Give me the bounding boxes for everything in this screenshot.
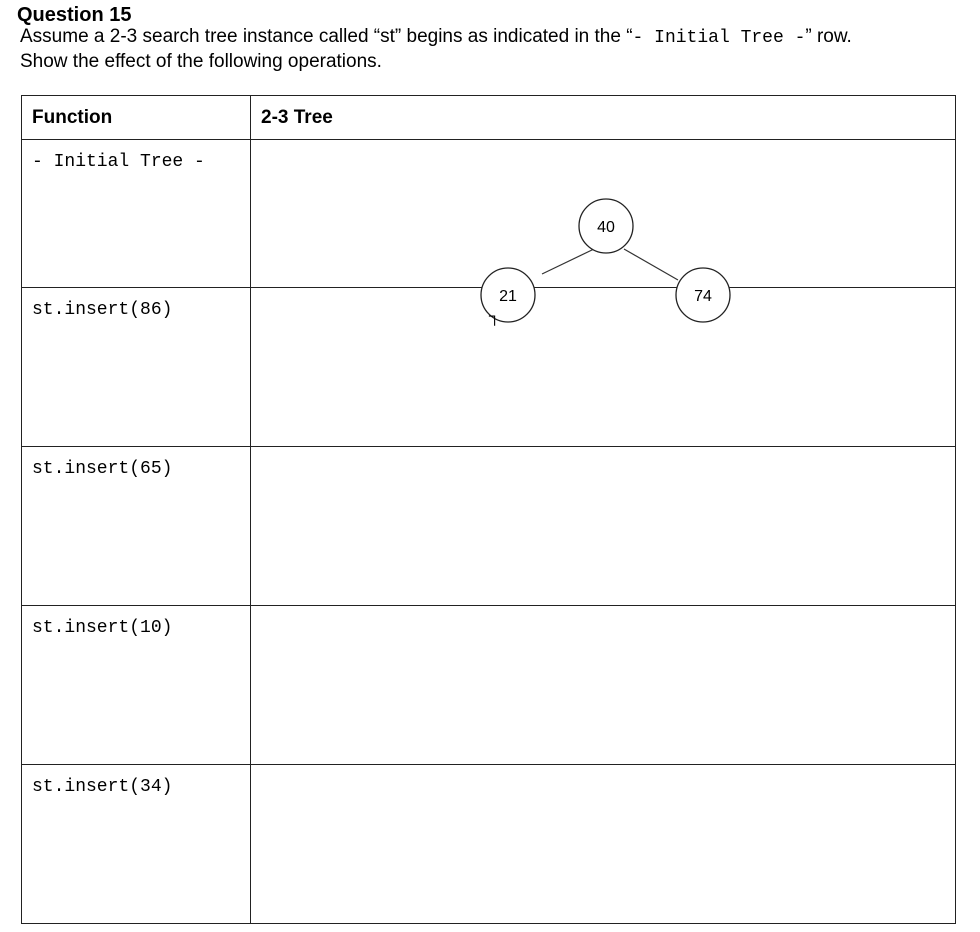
prompt-text-before: Assume a 2-3 search tree instance called “st” begins as indicated in the “ (20, 26, 633, 47)
operation-label: st.insert(10) (22, 606, 251, 765)
question-header (17, 5, 967, 74)
operation-row (22, 765, 956, 924)
operation-row (22, 447, 956, 606)
operation-row (22, 288, 956, 447)
prompt-code: - Initial Tree - (632, 28, 806, 48)
initial-tree-cell (251, 140, 956, 305)
answer-cell[interactable] (251, 447, 956, 606)
prompt-text-after: ” row. (805, 26, 852, 47)
table-header-row (22, 96, 956, 140)
tree-node-left-label: 21 (499, 288, 517, 305)
operation-label: st.insert(65) (22, 447, 251, 606)
initial-tree-diagram (251, 140, 955, 305)
tree-edge-left (542, 249, 594, 274)
tree-column-header: 2-3 Tree (251, 96, 956, 140)
tree-edge-right (624, 249, 678, 280)
question-title: Question 15 (17, 4, 132, 26)
tree-node-root-label: 40 (597, 219, 615, 236)
function-column-header: Function (22, 96, 251, 140)
answer-cell[interactable] (251, 765, 956, 924)
operations-table (21, 95, 956, 924)
text-cursor-mark: ┐ (489, 308, 501, 325)
operation-label: st.insert(86) (22, 288, 251, 447)
operation-label: st.insert(34) (22, 765, 251, 924)
tree-node-right-label: 74 (694, 288, 712, 305)
initial-tree-label: - Initial Tree - (22, 140, 251, 288)
question-prompt (20, 25, 967, 74)
prompt-line-2: Show the effect of the following operations. (20, 51, 382, 72)
operation-row (22, 606, 956, 765)
initial-tree-row (22, 140, 956, 288)
answer-cell[interactable] (251, 288, 956, 447)
answer-cell[interactable] (251, 606, 956, 765)
